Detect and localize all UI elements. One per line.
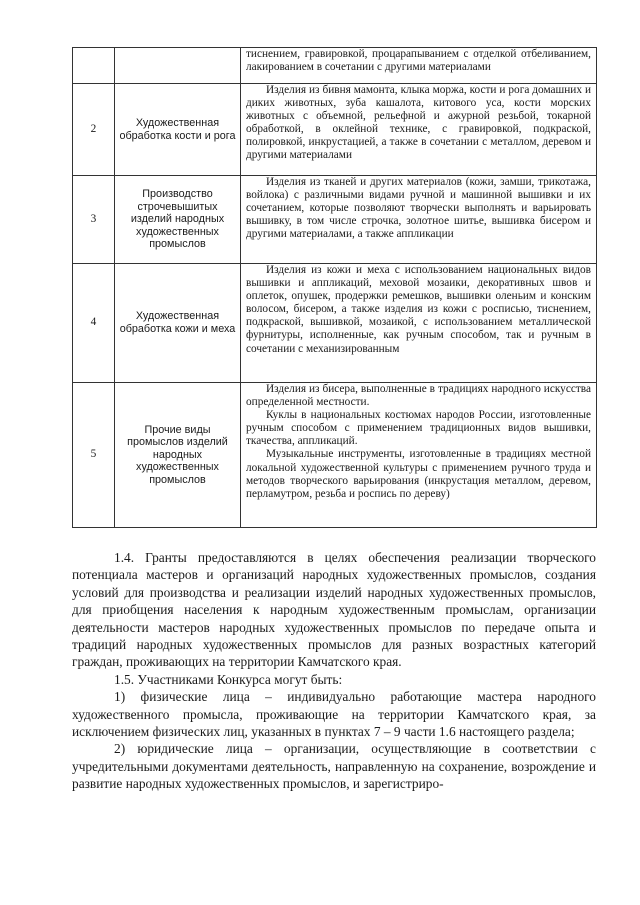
description-text: Музыкальные инструменты, изготовленные в традициях местной локальной художественной культуры с применением ручного труда и методов творческого варьирования (инкрустация металлом, деревом, перламутром, резьба и роспись по дереву) xyxy=(246,448,591,500)
table-row xyxy=(73,48,597,84)
row-number xyxy=(73,48,115,84)
description-text: Изделия из кожи и меха с использованием национальных видов вышивки и аппликаций, меховой мозаики, декоративных швов и оплеток, опушек, продержки ремешков, вышивки оленьим и конским волосом, бисером, а также изделия из кожи с росписью, тиснением, подкраской, вышивкой, мозаикой, с использованием металлической фурнитуры, исполненные, как ручным способом, так и ручным в сочетании с механизированным xyxy=(246,264,591,355)
description-text: Куклы в национальных костюмах народов России, изготовленные ручным способом с применением традиционных видов вышивки, ткачества, аппликаций. xyxy=(246,409,591,448)
paragraph-1-4: 1.4. Гранты предоставляются в целях обеспечения реализации творческого потенциала мастеров и организаций народных художественных промыслов, создания условий для производства и реализации изделий народных художественных промыслов, для приобщения населения к народным художественным промыслам, организации деятельности мастеров народных художественных промыслов по передаче опыта и традиций народных художественных промыслов для разных возрастных категорий граждан, проживающих на территории Камчатского края. xyxy=(72,550,596,670)
craft-description xyxy=(241,48,597,84)
table-row xyxy=(73,176,597,264)
craft-name: Прочие виды промыслов изделий народных художественных промыслов xyxy=(115,383,241,528)
row-number: 3 xyxy=(73,176,115,264)
row-number: 2 xyxy=(73,84,115,176)
craft-description xyxy=(241,84,597,176)
table-row xyxy=(73,264,597,383)
craft-name: Художественная обработка кости и рога xyxy=(115,84,241,176)
crafts-table xyxy=(72,47,597,528)
description-text: Изделия из бисера, выполненные в традициях народного искусства определенной местности. xyxy=(246,383,591,409)
list-item-legal-entities: 2) юридические лица – организации, осуществляющие в соответствии с учредительными документами деятельность, направленную на сохранение, возрождение и развитие народных художественных промыслов, и зарегистриро- xyxy=(72,741,596,792)
description-text: Изделия из тканей и других материалов (кожи, замши, трикотажа, войлока) с различными видами ручной и машинной вышивки и их сочетанием, которые позволяют творчески выполнять и варьировать вышивку, в том числе строчка, золотное шитье, вышивка бисером и другими материалами, а также аппликации xyxy=(246,176,591,241)
description-text: тиснением, гравировкой, процарапыванием с отделкой отбеливанием, лакированием в сочетании с другими материалами xyxy=(246,48,591,74)
craft-description xyxy=(241,176,597,264)
table-row xyxy=(73,383,597,528)
craft-name: Производство строчевышитых изделий народных художественных промыслов xyxy=(115,176,241,264)
craft-name xyxy=(115,48,241,84)
paragraph-1-5: 1.5. Участниками Конкурса могут быть: xyxy=(114,671,343,687)
table-row xyxy=(73,84,597,176)
craft-name: Художественная обработка кожи и меха xyxy=(115,264,241,383)
craft-description xyxy=(241,383,597,528)
list-item-individuals: 1) физические лица – индивидуально работающие мастера народного художественного промысла, проживающие на территории Камчатского края, за исключением физических лиц, указанных в пунктах 7 – 9 части 1.6 настоящего раздела; xyxy=(72,689,596,740)
row-number: 5 xyxy=(73,383,115,528)
body-text xyxy=(72,549,596,793)
description-text: Изделия из бивня мамонта, клыка моржа, кости и рога домашних и диких животных, зуба кашалота, китового уса, кости морских животных с объемной, рельефной и ажурной резьбой, токарной обработкой, в оклейной технике, с гравировкой, подкраской, полировкой, инкрустацией, а также в сочетании с металлом, деревом и другими материалами xyxy=(246,84,591,162)
craft-description xyxy=(241,264,597,383)
row-number: 4 xyxy=(73,264,115,383)
